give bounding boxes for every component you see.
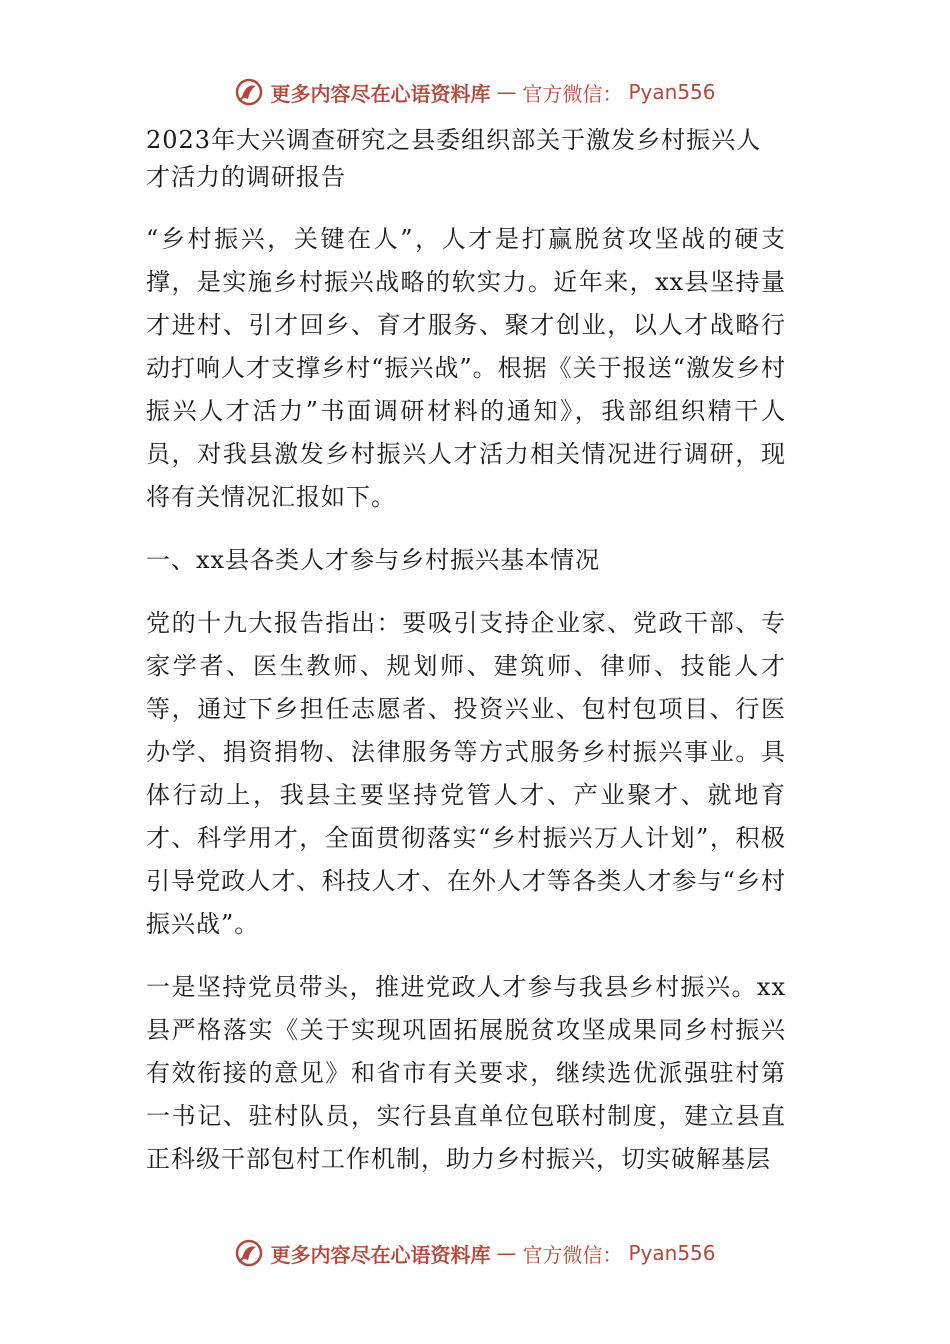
logo-icon bbox=[234, 1238, 264, 1268]
watermark-separator: — bbox=[496, 80, 517, 104]
document-body bbox=[146, 122, 786, 1201]
watermark-wechat-id: Pyan556 bbox=[628, 1241, 716, 1265]
watermark-wechat-id: Pyan556 bbox=[628, 80, 716, 104]
watermark-wechat-label: 官方微信： bbox=[522, 1242, 623, 1267]
watermark-footer bbox=[0, 1233, 950, 1273]
watermark-wechat-label: 官方微信： bbox=[522, 81, 623, 106]
intro-paragraph: “乡村振兴，关键在人”，人才是打赢脱贫攻坚战的硬支撑，是实施乡村振兴战略的软实力。近年来，xx县坚持量才进村、引才回乡、育才服务、聚才创业，以人才战略行动打响人才支撑乡村“振兴战”。根据《关于报送“激发乡村振兴人才活力”书面调研材料的通知》，我部组织精干人员，对我县激发乡村振兴人才活力相关情况进行调研，现将有关情况汇报如下。 bbox=[146, 225, 786, 511]
section-heading: 一、xx县各类人才参与乡村振兴基本情况 bbox=[146, 546, 601, 574]
watermark-separator: — bbox=[496, 1241, 517, 1265]
document-title: 2023年大兴调查研究之县委组织部关于激发乡村振兴人才活力的调研报告 bbox=[146, 126, 762, 191]
logo-icon bbox=[234, 77, 264, 107]
section-paragraph: 一是坚持党员带头，推进党政人才参与我县乡村振兴。xx县严格落实《关于实现巩固拓展脱贫攻坚成果同乡村振兴有效衔接的意见》和省市有关要求，继续选优派强驻村第一书记、驻村队员，实行县直单位包联村制度，建立县直正科级干部包村工作机制，助力乡村振兴，切实破解基层 bbox=[146, 973, 786, 1173]
section-paragraph: 党的十九大报告指出：要吸引支持企业家、党政干部、专家学者、医生教师、规划师、建筑师、律师、技能人才等，通过下乡担任志愿者、投资兴业、包村包项目、行医办学、捐资捐物、法律服务等方式服务乡村振兴事业。具体行动上，我县主要坚持党管人才、产业聚才、就地育才、科学用才，全面贯彻落实“乡村振兴万人计划”，积极引导党政人才、科技人才、在外人才等各类人才参与“乡村振兴战”。 bbox=[146, 609, 786, 938]
watermark-text: 更多内容尽在心语资料库 bbox=[270, 81, 491, 106]
watermark-text: 更多内容尽在心语资料库 bbox=[270, 1242, 491, 1267]
watermark-header bbox=[0, 72, 950, 112]
